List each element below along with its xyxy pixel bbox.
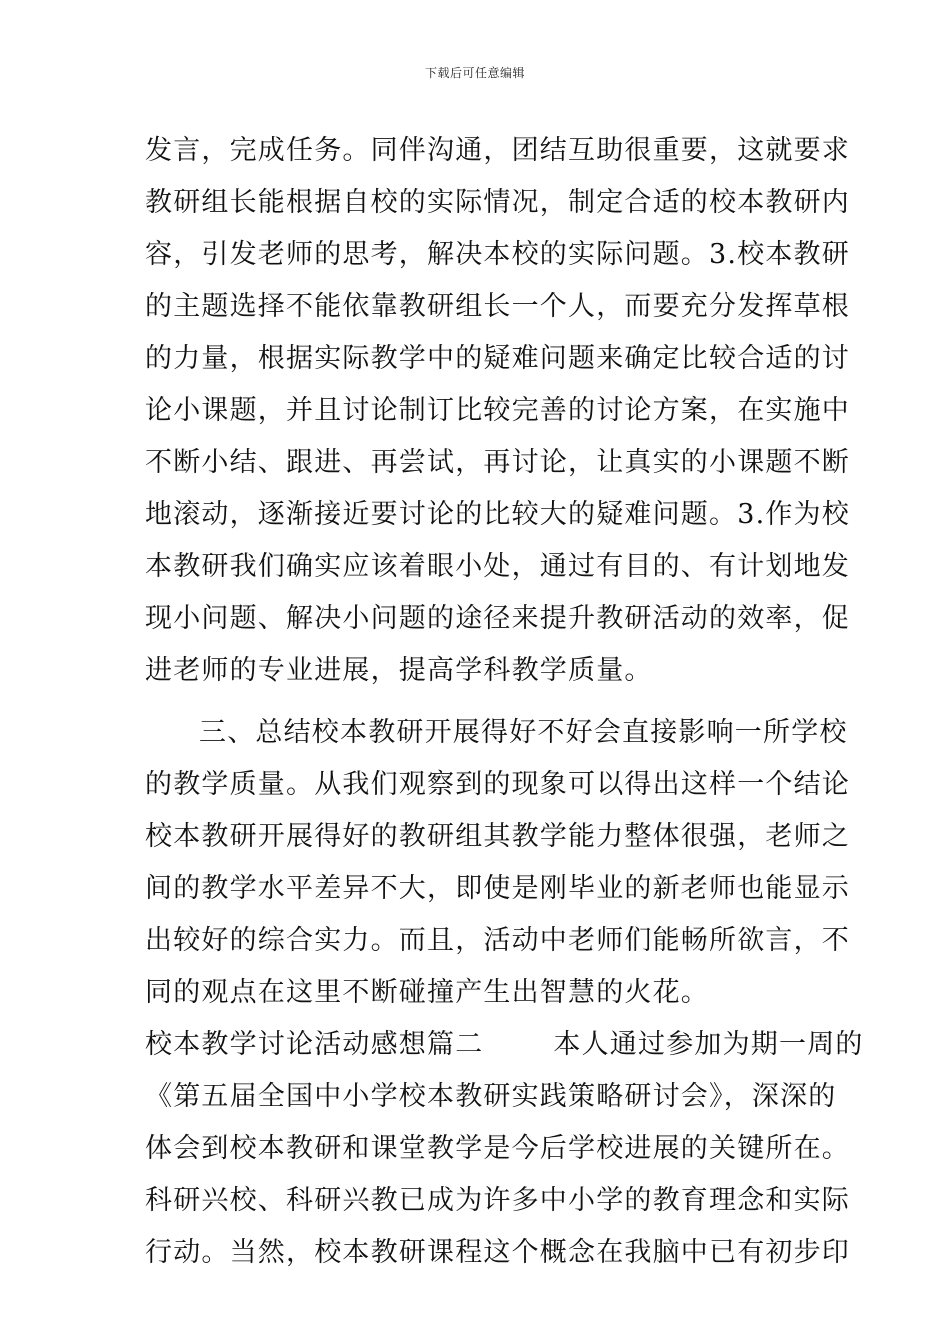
text-line: 的力量，根据实际教学中的疑难问题来确定比较合适的讨 xyxy=(145,343,850,374)
text-line: 不断小结、跟进、再尝试，再讨论，让真实的小课题不断 xyxy=(145,447,850,478)
text-line: 现小问题、解决小问题的途径来提升教研活动的效率，促 xyxy=(145,603,850,634)
text-line: 同的观点在这里不断碰撞产生出智慧的火花。 xyxy=(145,977,709,1008)
text-line: 的教学质量。从我们观察到的现象可以得出这样一个结论 xyxy=(145,769,850,800)
paragraph-1 xyxy=(145,125,850,697)
text-line: 间的教学水平差异不大，即使是刚毕业的新老师也能显示 xyxy=(145,873,850,904)
text-line: 科研兴校、科研兴教已成为许多中小学的教育理念和实际 xyxy=(145,1185,850,1216)
text-line: 地滚动，逐渐接近要讨论的比较大的疑难问题。3.作为校 xyxy=(145,499,850,530)
section-title: 校本教学讨论活动感想篇二 xyxy=(145,1029,484,1060)
text-line: 体会到校本教研和课堂教学是今后学校进展的关键所在。 xyxy=(145,1133,850,1164)
section-2 xyxy=(145,1019,864,1279)
text-line: 教研组长能根据自校的实际情况，制定合适的校本教研内 xyxy=(145,187,850,218)
text-line: 论小课题，并且讨论制订比较完善的讨论方案，在实施中 xyxy=(145,395,850,426)
text-line: 进老师的专业进展，提高学科教学质量。 xyxy=(145,655,653,686)
text-line: 的主题选择不能依靠教研组长一个人，而要充分发挥草根 xyxy=(145,291,850,322)
text-line: 校本教研开展得好的教研组其教学能力整体很强，老师之 xyxy=(145,821,850,852)
text-line-indented: 三、总结校本教研开展得好不好会直接影响一所学校 xyxy=(199,717,848,748)
page-header: 下载后可任意编辑 xyxy=(424,66,525,80)
text-line: 行动。当然，校本教研课程这个概念在我脑中已有初步印 xyxy=(145,1237,850,1268)
text-line: 本教研我们确实应该着眼小处，通过有目的、有计划地发 xyxy=(145,551,850,582)
document-body xyxy=(145,125,864,1279)
text-line: 发言，完成任务。同伴沟通，团结互助很重要，这就要求 xyxy=(145,135,850,166)
text-line: 出较好的综合实力。而且，活动中老师们能畅所欲言，不 xyxy=(145,925,850,956)
section-first-line-text: 本人通过参加为期一周的 xyxy=(553,1029,864,1060)
paragraph-2 xyxy=(145,707,850,1019)
text-line: 《第五届全国中小学校本教研实践策略研讨会》，深深的 xyxy=(145,1081,837,1112)
text-line: 容，引发老师的思考，解决本校的实际问题。3.校本教研 xyxy=(145,239,850,270)
section-heading-line xyxy=(145,1019,864,1071)
